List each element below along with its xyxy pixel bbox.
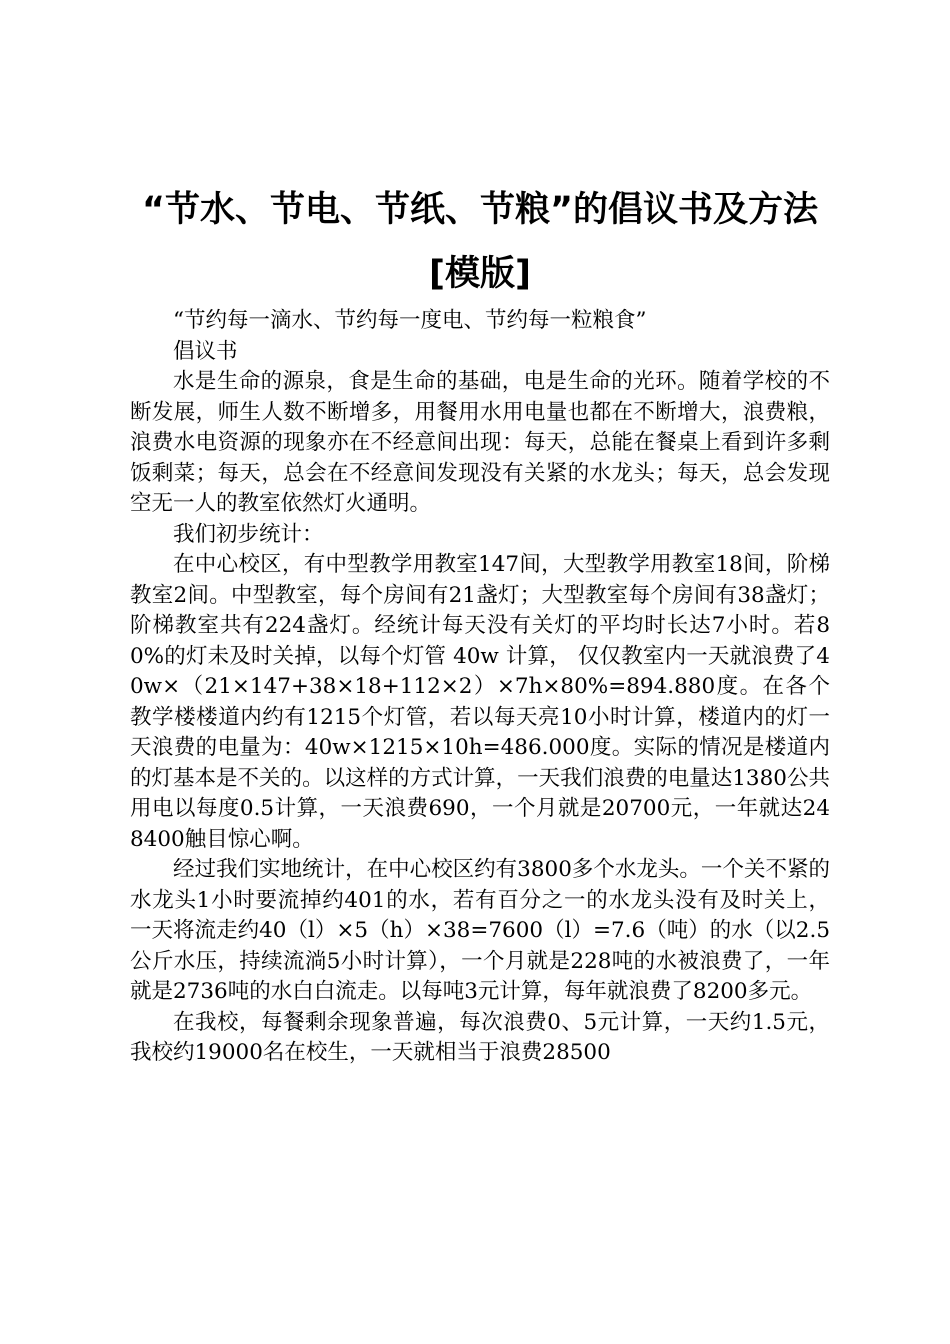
document-title: “节水、节电、节纸、节粮”的倡议书及方法 — [141, 190, 818, 230]
intro-paragraph: 水是生命的源泉，食是生命的基础，电是生命的光环。随着学校的不断发展，师生人数不断增多，用餐用水用电量也都在不断增大，浪费粮，浪费水电资源的现象亦在不经意间出现：每天，总能在餐桌上看到许多剩饭剩菜；每天，总会在不经意间发现没有关紧的水龙头；每天，总会发现空无一人的教室依然灯火通明。 — [130, 369, 830, 516]
water-paragraph: 经过我们实地统计，在中心校区约有3800多个水龙头。一个关不紧的水龙头1小时要流掉约401的水，若有百分之一的水龙头没有及时关上， 一天将流走约40（l）×5（h）×38=7600（l）=7.6（吨）的水（以2.5公斤水压，持续流淌5小时计算），一个月就是228吨的水被浪费了，一年就是2736吨的水白白流走。以每吨3元计算，每年就浪费了8200多元。 — [130, 857, 830, 1004]
heading-paragraph: 倡议书 — [173, 338, 238, 364]
document-body — [130, 306, 830, 1069]
statistics-lead-paragraph: 我们初步统计： — [173, 521, 324, 547]
document-subtitle: [模版] — [429, 254, 531, 294]
electricity-paragraph: 在中心校区，有中型教学用教室147间，大型教学用教室18间，阶梯教室2间。中型教室，每个房间有21盏灯；大型教室每个房间有38盏灯；阶梯教室共有224盏灯。经统计每天没有关灯的平均时长达7小时。若80%的灯未及时关掉，以每个灯管 40w 计算， 仅仅教室内一天就浪费了40w×（21×147+38×18+112×2）×7h×80%=894.880度。在各个教学楼楼道内约有1215个灯管，若以每天亮10小时计算，楼道内的灯一天浪费的电量为：40w×1215×10h=486.000度。实际的情况是楼道内的灯基本是不关的。以这样的方式计算，一天我们浪费的电量达1380公共用电以每度0.5计算，一天浪费690，一个月就是20700元，一年就达248400触目惊心啊。 — [130, 552, 830, 852]
food-paragraph: 在我校，每餐剩余现象普遍，每次浪费0、5元计算，一天约1.5元，我校约19000名在校生，一天就相当于浪费28500 — [130, 1009, 830, 1065]
document-page — [130, 178, 830, 1069]
slogan-paragraph: “节约每一滴水、节约每一度电、节约每一粒粮食” — [173, 308, 647, 333]
